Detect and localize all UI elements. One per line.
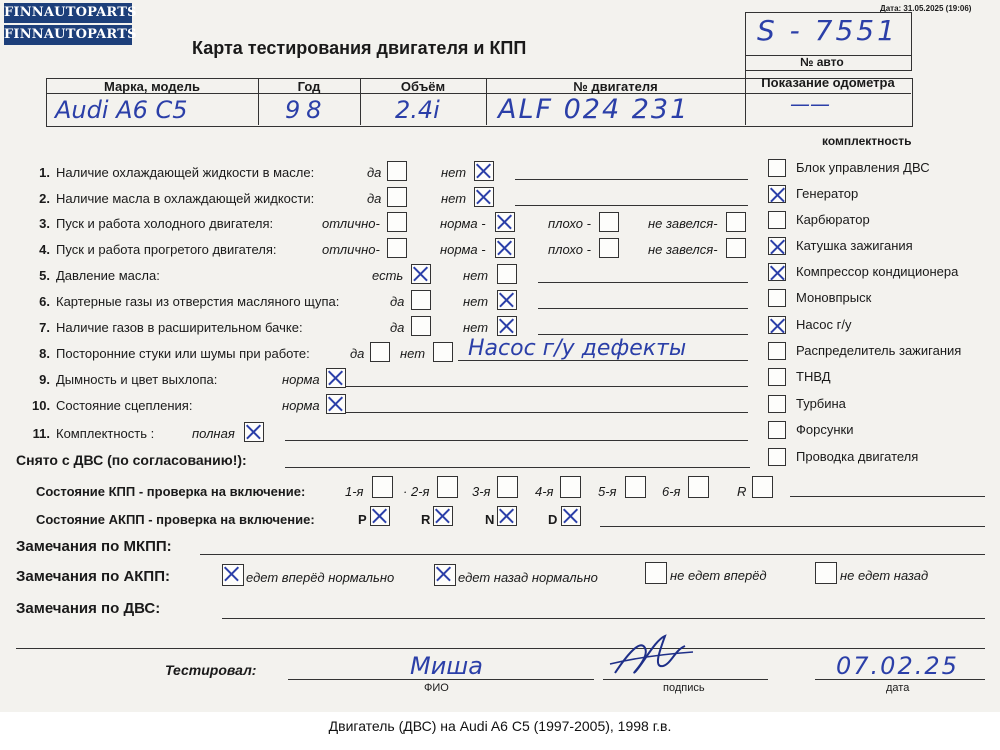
- gear-checkbox[interactable]: [497, 476, 518, 498]
- check-label: Посторонние стуки или шумы при работе:: [56, 346, 310, 361]
- kit-checkbox[interactable]: [768, 211, 786, 229]
- kit-item-label: Компрессор кондиционера: [796, 264, 959, 279]
- check-checkbox[interactable]: [726, 212, 746, 232]
- akpp-no-reverse-checkbox[interactable]: [815, 562, 837, 584]
- check-label: Дымность и цвет выхлопа:: [56, 372, 218, 387]
- check-option-label: плохо -: [548, 216, 591, 231]
- mkpp-line: [790, 496, 985, 497]
- check-line: [538, 334, 748, 335]
- gear-checkbox[interactable]: [560, 476, 581, 498]
- kit-item-label: Насос г/у: [796, 317, 852, 332]
- check-option-label: есть: [372, 268, 404, 283]
- check-label: Пуск и работа прогретого двигателя:: [56, 242, 277, 257]
- check-option-label: да: [390, 294, 405, 309]
- kit-item-label: Генератор: [796, 186, 859, 201]
- check-checkbox[interactable]: [495, 238, 515, 258]
- tester-name: Миша: [410, 652, 483, 680]
- kit-item-label: Проводка двигателя: [796, 449, 919, 464]
- check-checkbox[interactable]: [326, 368, 346, 388]
- check-option-label: отлично-: [322, 216, 380, 231]
- mode-label: P: [358, 512, 367, 527]
- remarks-dvs-label: Замечания по ДВС:: [16, 600, 161, 617]
- check-checkbox[interactable]: [495, 212, 515, 232]
- kit-item-label: Моновпрыск: [796, 290, 872, 305]
- check-checkbox[interactable]: [497, 290, 517, 310]
- kit-checkbox[interactable]: [768, 237, 786, 255]
- check-label: Состояние сцепления:: [56, 398, 193, 413]
- check-label: Пуск и работа холодного двигателя:: [56, 216, 274, 231]
- akpp-option-label: не едет назад: [840, 568, 929, 583]
- check-option-label: не завелся-: [648, 242, 718, 257]
- removed-label: Снято с ДВС (по согласованию!):: [16, 452, 247, 468]
- mkpp-label: Состояние КПП - проверка на включение:: [36, 484, 306, 499]
- photo-caption: Двигатель (ДВС) на Audi A6 C5 (1997-2005), 1998 г.в.: [328, 718, 672, 734]
- check-checkbox[interactable]: [387, 238, 407, 258]
- gear-checkbox[interactable]: [688, 476, 709, 498]
- check-number: 4.: [39, 242, 50, 257]
- check-option-label: нет: [463, 320, 489, 335]
- signature-line: [603, 679, 768, 680]
- date-stamp: Дата: 31.05.2025 (19:06): [880, 4, 972, 13]
- check-number: 6.: [39, 294, 50, 309]
- gear-checkbox[interactable]: [625, 476, 646, 498]
- check-checkbox[interactable]: [433, 342, 453, 362]
- check-option-label: нет: [463, 294, 489, 309]
- check-label: Картерные газы из отверстия масляного щупа:: [56, 294, 340, 309]
- check-checkbox[interactable]: [411, 290, 431, 310]
- kit-item-label: Турбина: [796, 396, 846, 411]
- check-number: 11.: [32, 426, 50, 441]
- akpp-reverse-ok-checkbox[interactable]: [434, 564, 456, 586]
- check-line: [346, 386, 748, 387]
- check-checkbox[interactable]: [474, 187, 494, 207]
- remarks-dvs-line-2: [16, 648, 985, 649]
- car-no-label: № авто: [800, 55, 844, 69]
- check-checkbox[interactable]: [387, 161, 407, 181]
- check-option-label: норма -: [440, 216, 486, 231]
- check-option-label: нет: [441, 191, 467, 206]
- kit-title: комплектность: [822, 134, 912, 148]
- kit-item-label: Катушка зажигания: [796, 238, 913, 253]
- check-number: 10.: [32, 398, 51, 413]
- check-checkbox[interactable]: [387, 187, 407, 207]
- kit-item-label: ТНВД: [796, 369, 831, 384]
- check-checkbox[interactable]: [474, 161, 494, 181]
- tested-label: Тестировал:: [165, 662, 257, 678]
- check-line: [346, 412, 748, 413]
- check-checkbox[interactable]: [411, 264, 431, 284]
- kit-checkbox[interactable]: [768, 368, 786, 386]
- value-engine-no: ALF 024 231: [498, 94, 690, 125]
- check-checkbox[interactable]: [326, 394, 346, 414]
- mode-label: N: [485, 512, 495, 527]
- check-note: Насос г/у дефекты: [468, 336, 687, 361]
- gear-checkbox[interactable]: [372, 476, 393, 498]
- kit-checkbox[interactable]: [768, 316, 786, 334]
- gear-label: 1-я: [345, 484, 364, 499]
- gear-label: 3-я: [472, 484, 491, 499]
- check-option-label: нет: [400, 346, 426, 361]
- check-label: Наличие масла в охлаждающей жидкости:: [56, 191, 315, 206]
- check-option-label: да: [367, 191, 382, 206]
- check-checkbox[interactable]: [599, 212, 619, 232]
- check-line: [538, 282, 748, 283]
- signature: [605, 628, 695, 683]
- check-option-label: плохо -: [548, 242, 591, 257]
- removed-line: [285, 467, 750, 468]
- check-label: Давление масла:: [56, 268, 160, 283]
- kit-checkbox[interactable]: [768, 448, 786, 466]
- akpp-no-forward-checkbox[interactable]: [645, 562, 667, 584]
- kit-item-label: Форсунки: [796, 422, 854, 437]
- kit-checkbox[interactable]: [768, 185, 786, 203]
- date-line: [815, 679, 985, 680]
- remarks-dvs-line: [222, 618, 985, 619]
- value-volume: 2.4i: [395, 96, 440, 124]
- gear-label: 6-я: [662, 484, 681, 499]
- check-line: [515, 205, 748, 206]
- odometer-value: ——: [790, 92, 830, 116]
- value-year: 98: [285, 96, 328, 124]
- check-line: [285, 440, 748, 441]
- check-checkbox[interactable]: [387, 212, 407, 232]
- check-number: 9.: [39, 372, 50, 387]
- check-option-label: да: [350, 346, 365, 361]
- gear-label: R: [737, 484, 747, 499]
- check-checkbox[interactable]: [726, 238, 746, 258]
- check-line: [515, 179, 748, 180]
- fio-label: ФИО: [424, 682, 449, 694]
- kit-checkbox[interactable]: [768, 289, 786, 307]
- kit-checkbox[interactable]: [768, 159, 786, 177]
- date-value: 07.02.25: [836, 652, 959, 680]
- check-option-label: нет: [441, 165, 467, 180]
- check-label: Комплектность :: [56, 426, 155, 441]
- check-checkbox[interactable]: [411, 316, 431, 336]
- signature-label: подпись: [663, 682, 705, 694]
- gear-checkbox[interactable]: [752, 476, 773, 498]
- kit-item-label: Блок управления ДВС: [796, 160, 930, 175]
- value-make: Audi A6 C5: [55, 96, 188, 124]
- check-number: 1.: [39, 165, 50, 180]
- gear-checkbox[interactable]: [437, 476, 458, 498]
- akpp-option-label: едет назад нормально: [458, 570, 598, 585]
- check-label: Наличие охлаждающей жидкости в масле:: [56, 165, 315, 180]
- kit-checkbox[interactable]: [768, 421, 786, 439]
- date-label: дата: [886, 682, 910, 694]
- check-option-label: да: [390, 320, 405, 335]
- mode-label: R: [421, 512, 431, 527]
- remarks-mkpp-label: Замечания по МКПП:: [16, 538, 172, 555]
- check-label: Наличие газов в расширительном бачке:: [56, 320, 303, 335]
- check-checkbox[interactable]: [497, 316, 517, 336]
- check-option-label: не завелся-: [648, 216, 718, 231]
- mode-label: D: [548, 512, 558, 527]
- logo-watermark-2: FINNAUTOPARTS: [4, 25, 132, 45]
- check-number: 3.: [39, 216, 50, 231]
- odometer-label: Показание одометра: [761, 75, 895, 90]
- gear-label: 5-я: [598, 484, 617, 499]
- kit-item-label: Распределитель зажигания: [796, 343, 962, 358]
- check-option-label: полная: [192, 426, 235, 441]
- gear-label: 4-я: [535, 484, 554, 499]
- check-checkbox[interactable]: [244, 422, 264, 442]
- mode-checkbox[interactable]: [497, 506, 517, 526]
- check-checkbox[interactable]: [497, 264, 517, 284]
- stock-number: S - 7551: [757, 14, 898, 47]
- check-option-label: да: [367, 165, 382, 180]
- header-make: Марка, модель: [103, 79, 201, 94]
- mode-checkbox[interactable]: [370, 506, 390, 526]
- akpp-label: Состояние АКПП - проверка на включение:: [36, 512, 315, 527]
- mode-checkbox[interactable]: [433, 506, 453, 526]
- check-line: [538, 308, 748, 309]
- check-option-label: норма -: [440, 242, 486, 257]
- header-year: Год: [297, 79, 321, 94]
- gear-label: · 2-я: [403, 484, 430, 499]
- check-number: 5.: [39, 268, 50, 283]
- check-number: 8.: [39, 346, 50, 361]
- akpp-option-label: не едет вперёд: [670, 568, 767, 583]
- check-option-label: отлично-: [322, 242, 380, 257]
- logo-watermark: FINNAUTOPARTS: [4, 3, 132, 23]
- mode-checkbox[interactable]: [561, 506, 581, 526]
- header-engine-no: № двигателя: [573, 79, 658, 94]
- remarks-mkpp-line: [200, 554, 985, 555]
- kit-checkbox[interactable]: [768, 395, 786, 413]
- check-number: 2.: [39, 191, 50, 206]
- check-option-label: норма: [282, 398, 320, 413]
- check-option-label: норма: [282, 372, 320, 387]
- check-checkbox[interactable]: [599, 238, 619, 258]
- check-option-label: нет: [463, 268, 489, 283]
- kit-item-label: Карбюратор: [796, 212, 870, 227]
- kit-checkbox[interactable]: [768, 263, 786, 281]
- akpp-forward-ok-checkbox[interactable]: [222, 564, 244, 586]
- check-checkbox[interactable]: [370, 342, 390, 362]
- akpp-line: [600, 526, 985, 527]
- remarks-akpp-label: Замечания по АКПП:: [16, 568, 170, 585]
- form-title: Карта тестирования двигателя и КПП: [192, 38, 527, 58]
- header-volume: Объём: [400, 79, 446, 94]
- akpp-option-label: едет вперёд нормально: [246, 570, 395, 585]
- check-number: 7.: [39, 320, 50, 335]
- kit-checkbox[interactable]: [768, 342, 786, 360]
